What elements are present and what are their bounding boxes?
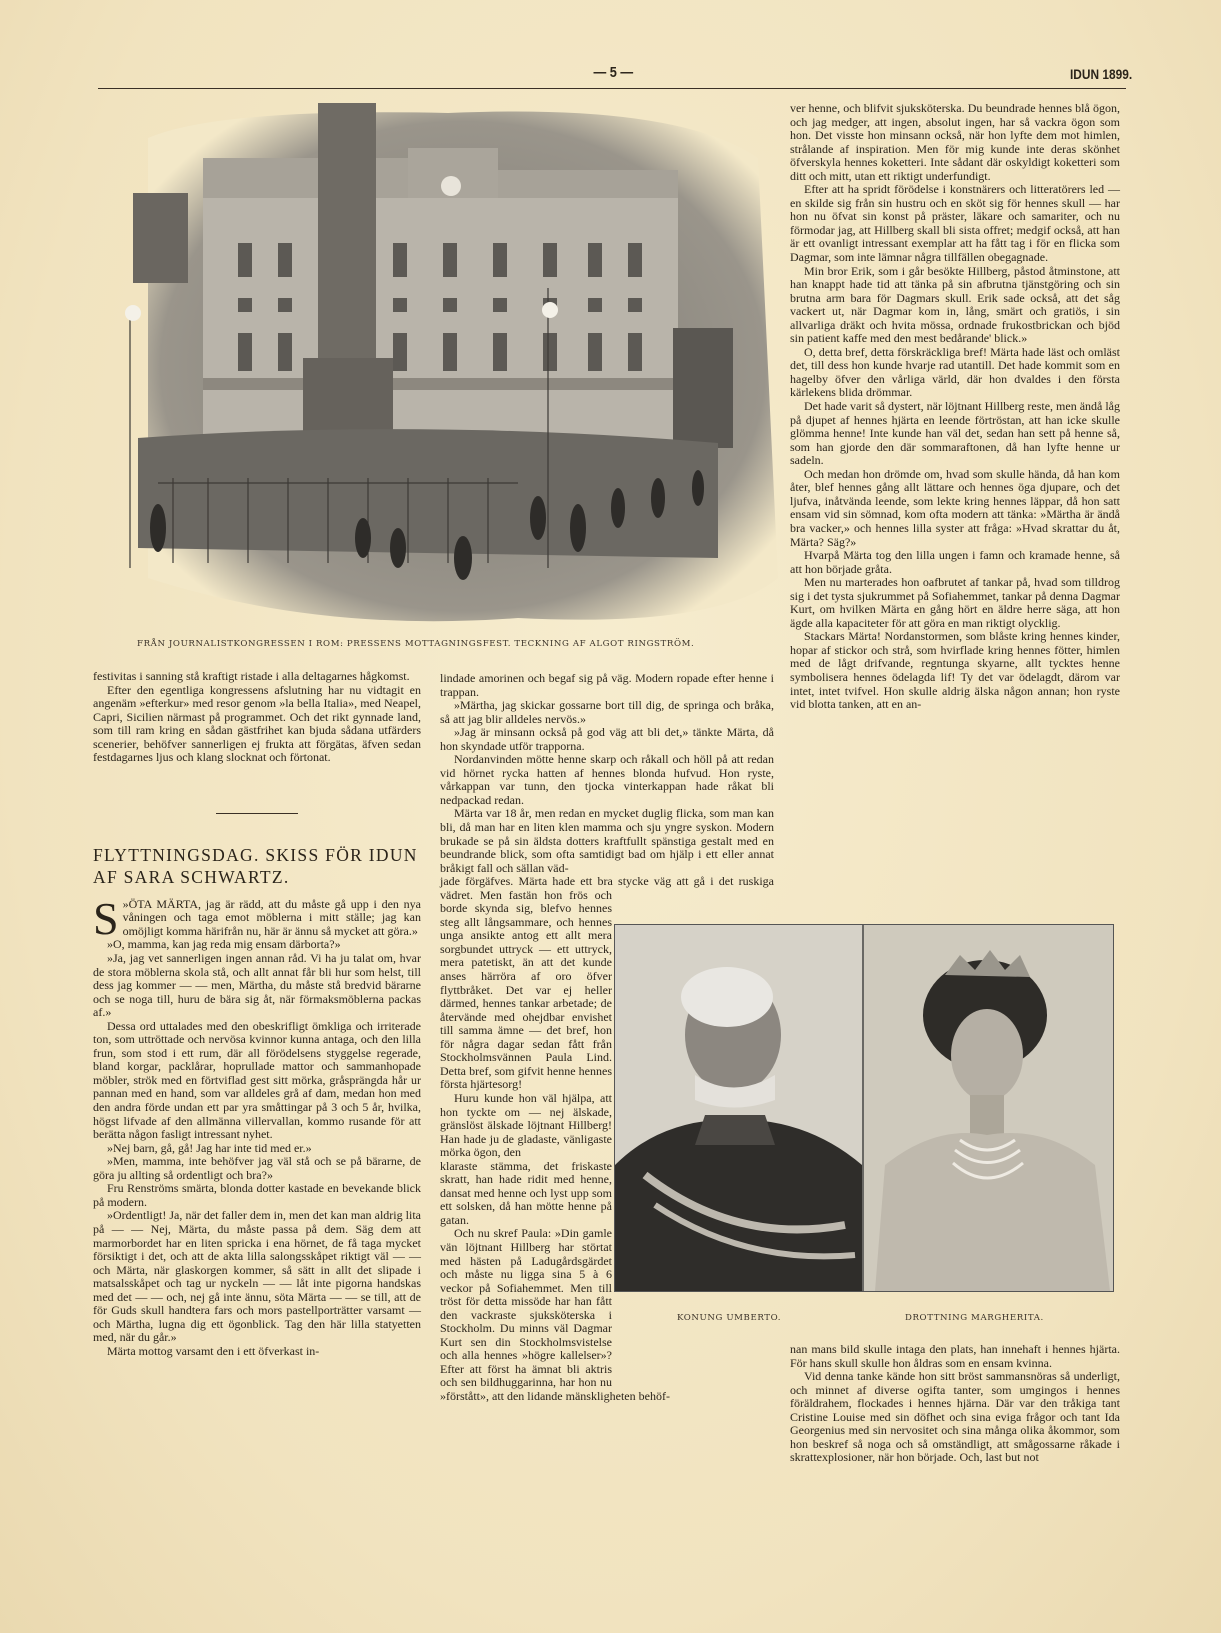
drop-cap: S [93,892,119,944]
paragraph: Huru kunde hon väl hjälpa, att hon tyckte om — nej älskade, gränslöst älskade löjtnant Hillberg! Han hade ju de gladaste, vänligaste mörka ögon, den [440,1090,612,1160]
paragraph: »Nej barn, gå, gå! Jag har inte tid med er.» [107,1140,312,1155]
paragraph: »Ordentligt! Ja, när det faller dem in, men det kan man aldrig lita på — — Nej, Märta, du måste passa på dem. Säg dem att marmorbordet har en liten spricka i ena hörnet, de få taga mycket försiktigt i det, och att de akta lilla salongsskåpet riktigt väl — — och Märta, när glaskorgen kommer, så sätt in allt det slipade i matsalsskåpet och tag ur nyckeln — — låt inte pigorna handskas med det — — och, nej gå inte ännu, söta Märta — — se till, att de för Guds skull handtera fars och mors pastellporträtter varsamt — och Märtha, lugna dig ett ögonblick. Tag den här lilla statyetten med, när du går.» [93,1208,421,1345]
illustration-rome-reception [118,98,783,633]
paragraph: Det hade varit så dystert, när löjtnant Hillberg reste, men ändå låg på djupet af hennes hjärta en leende förtröstan, att han icke skulle glömma henne! Inte kunde han väl det, sedan han sett på henne så, som han gjorde den där sommaraftonen, då han lyfte henne ur sadeln. [790,399,1121,468]
opening-quote: » [122,896,129,911]
story-opening [93,892,421,944]
masthead: IDUN 1899. [1070,66,1133,82]
illustration-caption: FRÅN JOURNALISTKONGRESSEN I ROM: PRESSENS MOTTAGNINGSFEST. TECKNING AF ALGOT RINGSTRÖM. [137,639,695,649]
paragraph: Och nu skref Paula: »Din gamle vän löjtnant Hillberg har störtat med hästen på Ladugårdsgärdet och måste nu ligga sina 5 à 6 veckor på Sofiahemmet. Men till tröst för detta missöde har han fått den vackraste sjuksköterska i Stockholm. Du minns väl Dagmar Kurt sen din Stockholmsvistelse och alla hennes »högre kallelser»? Efter att först ha ämnat bli aktris och sen bildhuggarinna, har hon nu »förstått», att den lidande mänskligheten behöf- [440,1226,670,1403]
paragraph: Efter den egentliga kongressens afslutning har nu vidtagit en angenäm »efterkur» med resor genom »la bella Italia», med Neapel, Capri, Sicilien närmast på programmet. Och det rikt gynnade land, som till ram kring en sådan gästfrihet kan bjuda sådana utfärders scenerier, behöfver sannerligen ej frukta att förgätas, äfven sedan festdagarnes ljus och klang slocknat och förtonat. [93,682,421,765]
paragraph: ver henne, och blifvit sjuksköterska. Du beundrade hennes blå ögon, och jag medger, att ingen, absolut ingen, har så vackra ögon som hon. Det visste hon minsann också, när hon lyfte dem mot himlen, strålande af inspiration. Men för mig kunde inte deras skönhet öfverskyla hennes koketteri. Inte sådant där oskyldigt koketteri som ditt och mitt, utan ett riktigt underfundigt. [790,101,1120,183]
right-column-top [790,102,1120,712]
first-paragraph-text: ÖTA MÄRTA, jag är rädd, att du måste gå upp i den nya våningen och taga emot möblerna i mitt ställe; jag kan omöjligt komma härifrån nu, här är ännu så mycket att göra.» [122,896,421,938]
paragraph: Nordanvinden mötte henne skarp och råkall och höll på att redan vid hörnet rycka hatten af hennes blonda hufvud. Hon ryste, vårkappan var tunn, den tjocka vinterkappan hade råkat bli nedpackad redan. [440,752,774,807]
paragraph: Men nu marterades hon oafbrutet af tankar på, hvad som tilldrog sig i det tysta sjukrummet på Sofiahemmet, tankar på denna Dagmar Kurt, om hvilken Märta en gång hört en äldre herre säga, att hon ägde alla kapaciteter för att göra en man riktigt olycklig. [790,575,1120,630]
paragraph: »Märtha, jag skickar gossarne bort till dig, de springa och bråka, så att jag blir alldeles nervös.» [440,698,774,726]
paragraph: »O, mamma, kan jag reda mig ensam därborta?» [107,937,341,952]
queen-caption: DROTTNING MARGHERITA. [905,1313,1044,1323]
paragraph: Fru Renströms smärta, blonda dotter kastade en bevekande blick på modern. [93,1181,421,1209]
paragraph: Och medan hon drömde om, hvad som skulle hända, då han kom åter, blef hennes gång allt lättare och hennes öga djupare, och det ljufva, inåtvända leende, som lekte kring hennes läppar, då hon satt ensam vid sin sömnad, kom ofta modern att tänka: »Märtha är ändå bra vacker,» och hennes lilla syster att fråga: »Hvad skrattar du åt, Märta? Säg?» [790,466,1120,549]
portrait-photographs [615,925,1113,1291]
paragraph: Min bror Erik, som i går besökte Hillberg, påstod åtminstone, att han knappt hade tid att tänka på sin afbrutna tjänstgöring och sin brutna arm bara för Dagmars skull. Erik sade också, att det såg vackert ut, när Dagmar kom in, lång, smärt och gratiös, i sin allvarliga dräkt och hvita mössa, ordnade frukostbrickan och bjöd sin patient kaffe med den mest bedårande' blick.» [790,263,1120,346]
paragraph: jade förgäfves. Märta hade ett bra stycke väg att gå i det ruskiga vädret. Men fastän hon frös och borde skynda sig, blefvo hennes steg allt långsammare, och hennes unga ansikte antog ett allt mera sorgbundet uttryck — ett uttryck, mera patetiskt, än att det kunde anses härröra af oro öfver flyttbråket. Det var ej heller därmed, hennes tankar arbetade; de återvände med ohejdbar envishet till samma ämne — det bref, hon för några dagar sedan fått från Stockholmsvännen Paula Lind. Detta bref, som gifvit henne hennes första hjärtesorg! [440,874,774,1092]
royal-portraits [614,924,1114,1292]
paragraph: nan mans bild skulle intaga den plats, han innehaft i hennes hjärta. För hans skull skulle hon åldras som en ensam kvinna. [790,1342,1120,1370]
right-column-bottom [790,1343,1120,1465]
paragraph: Dessa ord uttalades med den obeskrifligt ömkliga och irriterade ton, som uttröttade och nervösa kvinnor kunna antaga, och den lilla frun, som stod i ett rum, där all förödelsens styggelse regerade, bland korgar, packlårar, hoprullade mattor och sammanhopade möbler, strök med en förtviflad gest sitt mörka, gråsprängda hår ur pannan med en hand, som var alldeles grå af dam, medan hon med den andra förde undan ett par yra småttingar på 3 och 5 år, hvilka, högst lifvade af den allmänna villervallan, kommo rusande för att berätta någon fasligt intressant nyhet. [93,1018,421,1142]
paragraph: Efter att ha spridt förödelse i konstnärers och litteratörers led — en skilde sig från sin hustru och en sköt sig för hennes skull — har hon nu öfvat sin konst på präster, läkare och samariter, och nu förmodar jag, att Hillberg skall bli sista offret; medgif också, att han är ett ovanligt intressant exemplar att ha fått tag i för en flicka som Dagmar, som inte lämnar några tillfällen obegagnade. [790,182,1120,265]
paragraph: klaraste stämma, det friskaste skratt, han hade ridit med henne, dansat med henne och lyst upp som ett solsken, då han mötte henne på gatan. [440,1158,612,1227]
paragraph: Hvarpå Märta tog den lilla ungen i famn och kramade henne, så att hon började gråta. [790,548,1120,576]
page-number: — 5 — [593,64,634,81]
paragraph: »Ja, jag vet sannerligen ingen annan råd. Vi ha ju talat om, hvar de stora möblerna skola stå, och allt annat får bli hur som helst, till dess jag kommer — — men, Märtha, du måste stå bredvid bärarne och se noga till, huru de bära sig åt, när förmaksmöblerna packas af.» [93,951,421,1020]
paragraph: festivitas i sanning stå kraftigt ristade i alla deltagarnes hågkomst. [93,669,410,683]
section-separator [216,813,298,814]
paragraph: Märta var 18 år, men redan en mycket duglig flicka, som man kan bli, då man har en liten klen mamma och sju yngre syskon. Modern brukade se på sin äldsta dotters kraftfullt spänstiga gestalt med en beundrande blick, som ofta samtidigt bad om hjälp i ett eller annat bråkigt fall och sällan väd- [440,806,774,875]
paragraph: Märta mottog varsamt den i ett öfverkast in- [107,1343,320,1358]
paragraph: lindade amorinen och begaf sig på väg. Modern ropade efter henne i trappan. [440,671,774,699]
paragraph: Stackars Märta! Nordanstormen, som blåste kring hennes kinder, hopar af stickor och strå, som hvirflade kring hennes fötter, himlen med de lågt drifvande, regntunga skyarne, allt tycktes henne symbolisera hennes ödelagda lif! Ty det var ödelagdt, därom var intet, intet tvifvel. Hon skulle aldrig älska någon annan; hon ryste vid blotta tanken, att en an- [790,629,1120,712]
story-title: FLYTTNINGSDAG. SKISS FÖR IDUN AF SARA SCHWARTZ. [93,844,418,887]
king-caption: KONUNG UMBERTO. [677,1313,782,1323]
left-column [93,670,421,1358]
paragraph: O, detta bref, detta förskräckliga bref! Märta hade läst och omläst det, till dess hon kunde hvarje rad utantill. Det hade kommit som en hagelby öfver den vårliga värld, där hon dvaldes i den första kärlekens blida drömmar. [790,344,1120,400]
paragraph: »Men, mamma, inte behöfver jag väl stå och se på bärarne, de göra ju allting så ordentligt och bra?» [93,1154,421,1182]
paragraph: Vid denna tanke kände hon sitt bröst sammansnöras så underligt, och minnet af diverse ogifta tanter, som umgingos i hennes föräldrahem, flockades i hennes hjärna. Där var den tråkiga tant Cristine Louise med sin döfhet och sina eviga frågor och tant Ida Georgenius med sin nervositet och sina många olika åkommor, som hon beskref så noga och så omständligt, att smågossarne råkade i skrattexplosioner, när hon började. Och, last but not [790,1369,1120,1465]
paragraph: »Jag är minsann också på god väg att bli det,» tänkte Märta, då hon skyndade utför trapporna. [440,725,774,753]
layout-spacer [774,672,775,900]
header-rule [98,88,1126,89]
